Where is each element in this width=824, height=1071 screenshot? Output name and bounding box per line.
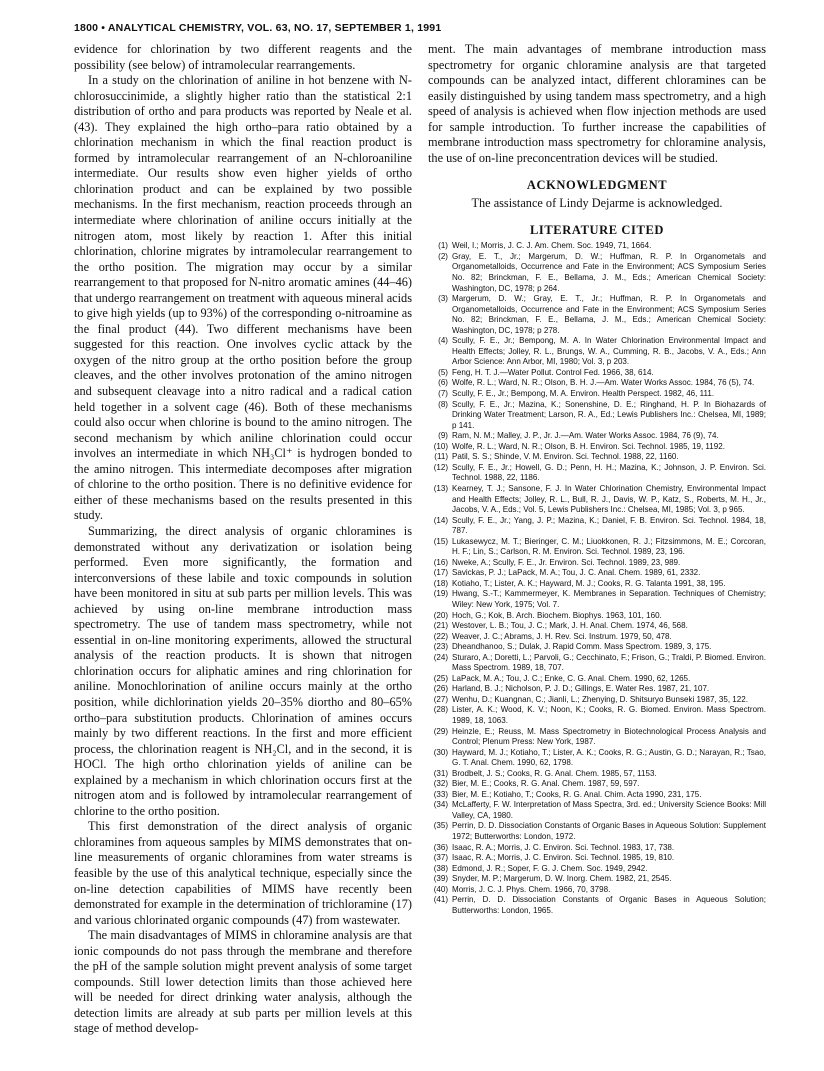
reference-text: Perrin, D. D. Dissociation Constants of Organic Bases in Aqueous Solution: Supplement 1972; Butterworths: London, 1972. — [452, 821, 766, 841]
reference-text: Wenhu, D.; Kuangnan, C.; Jianli, L.; Zhenying, D. Shitsuryo Bunseki 1987, 35, 122. — [452, 694, 748, 704]
reference-number: (16) — [433, 557, 448, 567]
reference-text: Morris, J. C. J. Phys. Chem. 1966, 70, 3798. — [452, 884, 611, 894]
reference-item — [428, 769, 766, 780]
reference-item — [428, 705, 766, 726]
reference-number: (20) — [433, 610, 448, 620]
reference-number: (3) — [438, 294, 448, 304]
reference-number: (23) — [433, 642, 448, 652]
reference-number: (5) — [438, 367, 448, 377]
reference-number: (8) — [438, 399, 448, 409]
reference-text: Hayward, M. J.; Kotiaho, T.; Lister, A. K.; Cooks, R. G.; Austin, G. D.; Narayan, R.; Tsao, G. T. Anal. Chem. 1990, 62, 1798. — [452, 747, 766, 768]
reference-item — [428, 800, 766, 821]
reference-number: (13) — [433, 483, 448, 493]
reference-item — [428, 885, 766, 896]
reference-text: Hoch, G.; Kok, B. Arch. Biochem. Biophys. 1963, 101, 160. — [452, 610, 662, 620]
reference-text: Margerum, D. W.; Gray, E. T., Jr.; Huffman, R. P. In Organometals and Organometalloids, Occurrence and Fate in the Environment; ACS Symposium Series No. 82; Brinckman, F. E., Bellama, J. M., Eds.; American Chemical Society: Washington, DC, 1978; p 278. — [452, 294, 766, 335]
reference-text: Harland, B. J.; Nicholson, P. J. D.; Gillings, E. Water Res. 1987, 21, 107. — [452, 684, 710, 694]
reference-item — [428, 790, 766, 801]
reference-text: Ram, N. M.; Malley, J. P., Jr. J.—Am. Water Works Assoc. 1984, 76 (9), 74. — [452, 431, 719, 441]
reference-number: (40) — [433, 884, 448, 894]
reference-item — [428, 442, 766, 453]
reference-item — [428, 632, 766, 643]
reference-item — [428, 537, 766, 558]
reference-item — [428, 294, 766, 336]
body-paragraph: This first demonstration of the direct analysis of organic chloramines from aqueous samples by MIMS demonstrates that on-line measurements of organic chloramines from water streams is feasible by the use of this analytical technique, especially since the on-line detection capabilities of MIMS have recently been demonstrated for example in the determination of trichloramine (17) and various chlorinated organic compounds (47) from wastewater. — [74, 819, 412, 927]
reference-text: Gray, E. T., Jr.; Margerum, D. W.; Huffman, R. P. In Organometals and Organometalloids, Occurrence and Fate in the Environment; ACS Symposium Series No. 82; Brinckman, F. E., Bellama, J. M., Eds.; American Chemical Society: Washington, DC, 1978; p 264. — [452, 251, 766, 293]
reference-text: Bier, M. E.; Cooks, R. G. Anal. Chem. 1987, 59, 597. — [452, 779, 640, 789]
reference-text: Brodbelt, J. S.; Cooks, R. G. Anal. Chem. 1985, 57, 1153. — [452, 768, 657, 778]
body-paragraph: evidence for chlorination by two different reagents and the possibility (see below) of intramolecular rearrangements. — [74, 42, 412, 72]
reference-text: Scully, F. E., Jr.; Howell, G. D.; Penn, H. H.; Mazina, K.; Johnson, J. P. Environ. Sci. Technol. 1988, 22, 1186. — [452, 462, 766, 483]
reference-text: Westover, L. B.; Tou, J. C.; Mark, J. H. Anal. Chem. 1974, 46, 568. — [452, 621, 688, 631]
body-paragraph: In a study on the chlorination of aniline in hot benzene with N-chlorosuccinimide, a slightly higher ratio than the statistical 2:1 distribution of ortho and para products was reported by Neale et al. (43). They explained the high ortho–para ratio obtained by a chlorination mechanism in which the final reaction product is formed by intramolecular rearrangement of an N-chloroaniline intermediate. Our results show even higher yields of ortho chlorination product and can be explained by two possible mechanisms. In the first mechanism, reaction proceeds through an intermediate where chlorination of aniline occurs initially at the nitrogen atom, most likely by reaction 1. After this initial chlorination, chlorine migrates by intramolecular rearrangement to the ortho position. The migration may occur by a similar rearrangement to that proposed for N-nitro aromatic amines (44–46) that undergo rearrangement on treatment with aqueous mineral acids to give high yields (up to 93%) of the corresponding o-nitroamine as the final product (44). Two different mechanisms have been suggested for this reaction. One involves cyclic attack by the oxygen of the nitro group at the ortho position before the group cleaves, and the other involves protonation of the amino nitrogen and subsequent cleavage into a nitro radical and a radical cation held together in a solvent cage (46). Both of these mechanisms could also occur when chlorine is bound to the amino nitrogen. The second mechanism by which aniline chlorination could occur involves an intermediate in which NH₃Cl⁺ is hydrogen bonded to the amino nitrogen. This intermediate decomposes after migration of chlorine to the ortho position. There is no definitive evidence for either of these mechanisms based on the results presented in this study. — [74, 73, 412, 523]
reference-text: Weaver, J. C.; Abrams, J. H. Rev. Sci. Instrum. 1979, 50, 478. — [452, 631, 672, 641]
reference-item — [428, 336, 766, 368]
reference-number: (33) — [433, 789, 448, 799]
reference-number: (24) — [433, 652, 448, 662]
reference-number: (38) — [433, 863, 448, 873]
reference-number: (14) — [433, 515, 448, 525]
reference-item — [428, 621, 766, 632]
reference-number: (36) — [433, 842, 448, 852]
reference-number: (27) — [433, 694, 448, 704]
reference-text: Weil, I.; Morris, J. C. J. Am. Chem. Soc. 1949, 71, 1664. — [452, 241, 652, 251]
reference-item — [428, 611, 766, 622]
reference-number: (30) — [433, 747, 448, 757]
reference-number: (4) — [438, 336, 448, 346]
reference-number: (21) — [433, 621, 448, 631]
reference-item — [428, 853, 766, 864]
reference-text: LaPack, M. A.; Tou, J. C.; Enke, C. G. Anal. Chem. 1990, 62, 1265. — [452, 673, 691, 683]
reference-item — [428, 642, 766, 653]
reference-number: (2) — [438, 251, 448, 261]
reference-text: Wolfe, R. L.; Ward, N. R.; Olson, B. H. Environ. Sci. Technol. 1985, 19, 1192. — [452, 441, 725, 451]
acknowledgment-heading: ACKNOWLEDGMENT — [526, 178, 668, 193]
reference-item — [428, 821, 766, 842]
reference-item — [428, 378, 766, 389]
reference-text: Isaac, R. A.; Morris, J. C. Environ. Sci. Technol. 1985, 19, 810. — [452, 853, 675, 863]
reference-text: Hwang, S.-T.; Kammermeyer, K. Membranes in Separation. Techniques of Chemistry; Wiley: New York, 1975; Vol. 7. — [452, 589, 766, 609]
reference-text: Sturaro, A.; Doretti, L.; Parvoli, G.; Cecchinato, F.; Frison, G.; Traldi, P. Biomed. Environ. Mass Spectrom. 1989, 18, 707. — [452, 652, 766, 673]
reference-number: (6) — [438, 378, 448, 388]
reference-number: (12) — [433, 462, 448, 472]
reference-item — [428, 864, 766, 875]
reference-number: (37) — [433, 853, 448, 863]
reference-item — [428, 241, 766, 252]
reference-number: (26) — [433, 684, 448, 694]
body-paragraph: Summarizing, the direct analysis of organic chloramines is demonstrated without any derivatization or isolation being performed. Even more significantly, the formation and interconversions of these labile and toxic compounds in solution have been monitored in situ at sub parts per million levels. This was achieved by using on-line membrane introduction mass spectrometry. The use of tandem mass spectrometry, while not essential in on-line monitoring experiments, allowed the structural analysis of the reaction products. It is shown that nitrogen chlorination occurs for aliphatic amines and ring chlorination for aniline. Monochlorination of aniline occurs mainly at the ortho position, while dichlorination yields 20–35% diortho and 80–65% ortho–para substitution products. Chlorination of amines occurs mainly by two different reactions. In the first and more efficient process, the chlorination reagent is NH₂Cl, and in the second, it is HOCl. The high ortho chlorination yields of aniline can be explained by a mechanism in which chlorination occurs first at the nitrogen atom and is followed by intramolecular rearrangement of chlorine to the ortho position. — [74, 523, 412, 818]
reference-item — [428, 389, 766, 400]
reference-item — [428, 895, 766, 916]
running-head: 1800 • ANALYTICAL CHEMISTRY, VOL. 63, NO. 17, SEPTEMBER 1, 1991 — [74, 22, 442, 34]
reference-text: Kotiaho, T.; Lister, A. K.; Hayward, M. J.; Cooks, R. G. Talanta 1991, 38, 195. — [452, 578, 726, 588]
reference-number: (25) — [433, 673, 448, 683]
reference-text: Isaac, R. A.; Morris, J. C. Environ. Sci. Technol. 1983, 17, 738. — [452, 842, 675, 852]
reference-item — [428, 779, 766, 790]
reference-number: (35) — [433, 821, 448, 831]
reference-item — [428, 653, 766, 674]
reference-text: Perrin, D. D. Dissociation Constants of Organic Bases in Aqueous Solution; Butterworths: London, 1965. — [452, 895, 766, 915]
reference-item — [428, 579, 766, 590]
reference-item — [428, 695, 766, 706]
literature-cited-heading: LITERATURE CITED — [529, 223, 665, 238]
reference-item — [428, 843, 766, 854]
reference-text: Savickas, P. J.; LaPack, M. A.; Tou, J. C. Anal. Chem. 1989, 61, 2332. — [452, 568, 701, 578]
reference-item — [428, 727, 766, 748]
reference-number: (41) — [433, 895, 448, 905]
reference-number: (18) — [433, 578, 448, 588]
reference-number: (22) — [433, 631, 448, 641]
reference-list — [428, 241, 766, 916]
reference-text: Dheandhanoo, S.; Dulak, J. Rapid Comm. Mass Spectrom. 1989, 3, 175. — [452, 642, 712, 652]
right-column — [428, 42, 766, 916]
reference-item — [428, 568, 766, 579]
reference-item — [428, 874, 766, 885]
reference-text: Wolfe, R. L.; Ward, N. R.; Olson, B. H. J.—Am. Water Works Assoc. 1984, 76 (5), 74. — [452, 378, 755, 388]
reference-text: Lister, A. K.; Wood, K. V.; Noon, K.; Cooks, R. G. Biomed. Environ. Mass Spectrom. 1989, 18, 1063. — [452, 705, 766, 725]
reference-number: (11) — [434, 452, 448, 462]
reference-number: (39) — [433, 874, 448, 884]
reference-text: Bier, M. E.; Kotiaho, T.; Cooks, R. G. Anal. Chim. Acta 1990, 231, 175. — [452, 789, 702, 799]
reference-item — [428, 463, 766, 484]
reference-item — [428, 368, 766, 379]
reference-number: (28) — [433, 705, 448, 715]
reference-number: (17) — [433, 568, 448, 578]
reference-text: McLafferty, F. W. Interpretation of Mass Spectra, 3rd. ed.; University Science Books: Mill Valley, CA, 1980. — [452, 800, 766, 820]
reference-number: (9) — [438, 431, 448, 441]
reference-number: (15) — [433, 536, 448, 546]
reference-number: (10) — [433, 441, 448, 451]
reference-item — [428, 400, 766, 432]
body-paragraph: The main disadvantages of MIMS in chloramine analysis are that ionic compounds do not pass through the membrane and therefore the pH of the sample solution might prevent analysis of some target compounds. Still lower detection limits than those achieved here will be needed for direct drinking water analysis, although the detection limits are already at sub parts per million levels at this stage of method develop- — [74, 928, 412, 1036]
reference-text: Scully, F. E., Jr.; Bempong, M. A. In Water Chlorination Environmental Impact and Health Effects; Jolley, R. L., Brungs, W. A., Cumming, R. B., Jacobs, V. A., Eds.; Ann Arbor Science: Ann Arbor, MI, 1980; Vol. 3, p 203. — [452, 336, 766, 367]
reference-text: Kearney, T. J.; Sansone, F. J. In Water Chlorination Chemistry, Environmental Impact and Health Effects; Jolley, R. L., Bull, R. J., Davis, W. P., Katz, S., Roberts, M. H., Jr., Jacobs, V. A., Eds.; Vol. 5, Lewis Publishers Inc.: Chelsea, MI, 1985; Vol. 3, p 965. — [452, 483, 766, 515]
reference-text: Heinzle, E.; Reuss, M. Mass Spectrometry in Biotechnological Process Analysis and Control; Plenum Press: New York, 1987. — [452, 726, 766, 747]
left-column — [74, 42, 412, 1037]
reference-item — [428, 484, 766, 516]
reference-text: Edmond, J. R.; Soper, F. G. J. Chem. Soc. 1949, 2942. — [452, 863, 648, 873]
reference-item — [428, 748, 766, 769]
reference-text: Scully, F. E., Jr.; Mazina, K.; Sonenshine, D. E.; Ringhand, H. P. In Biohazards of Drinking Water Treatment; Larson, R. A., Ed.; Lewis Publishers Inc.: Chelsea, MI, 1989; p 141. — [452, 399, 766, 430]
reference-text: Snyder, M. P.; Margerum, D. W. Inorg. Chem. 1982, 21, 2545. — [452, 874, 672, 884]
reference-item — [428, 516, 766, 537]
reference-text: Patil, S. S.; Shinde, V. M. Environ. Sci. Technol. 1988, 22, 1160. — [452, 452, 679, 462]
reference-number: (34) — [433, 800, 448, 810]
reference-text: Scully, F. E., Jr.; Yang, J. P.; Mazina, K.; Daniel, F. B. Environ. Sci. Technol. 1984, 18, 787. — [452, 515, 766, 536]
reference-text: Scully, F. E., Jr.; Bempong, M. A. Environ. Health Perspect. 1982, 46, 111. — [452, 389, 715, 399]
reference-item — [428, 589, 766, 610]
reference-number: (1) — [438, 241, 448, 251]
reference-number: (19) — [433, 589, 448, 599]
reference-text: Lukasewycz, M. T.; Bieringer, C. M.; Liuokkonen, R. J.; Fitzsimmons, M. E.; Corcoran, H. F.; Lin, S.; Carlson, R. M. Environ. Sci. Technol. 1989, 23, 196. — [452, 536, 766, 557]
reference-number: (32) — [433, 779, 448, 789]
reference-item — [428, 431, 766, 442]
reference-item — [428, 452, 766, 463]
reference-number: (31) — [433, 768, 448, 778]
acknowledgment-text: The assistance of Lindy Dejarme is acknowledged. — [471, 196, 723, 211]
reference-text: Nweke, A.; Scully, F. E., Jr. Environ. Sci. Technol. 1989, 23, 989. — [452, 557, 681, 567]
reference-number: (7) — [438, 389, 448, 399]
reference-item — [428, 252, 766, 294]
reference-number: (29) — [433, 726, 448, 736]
reference-item — [428, 684, 766, 695]
reference-text: Feng, H. T. J.—Water Pollut. Control Fed. 1966, 38, 614. — [452, 367, 654, 377]
reference-item — [428, 558, 766, 569]
reference-item — [428, 674, 766, 685]
body-paragraph-continuation: ment. The main advantages of membrane introduction mass spectrometry for organic chloramine analysis are that targeted compounds can be analyzed intact, different chloramines can be easily distinguished by using tandem mass spectrometry, and a high speed of analysis is achieved when flow injection methods are used for sample introduction. To further increase the capabilities of membrane introduction mass spectrometry for chloramine analysis, the use of on-line preconcentration devices will be studied. — [428, 42, 766, 165]
